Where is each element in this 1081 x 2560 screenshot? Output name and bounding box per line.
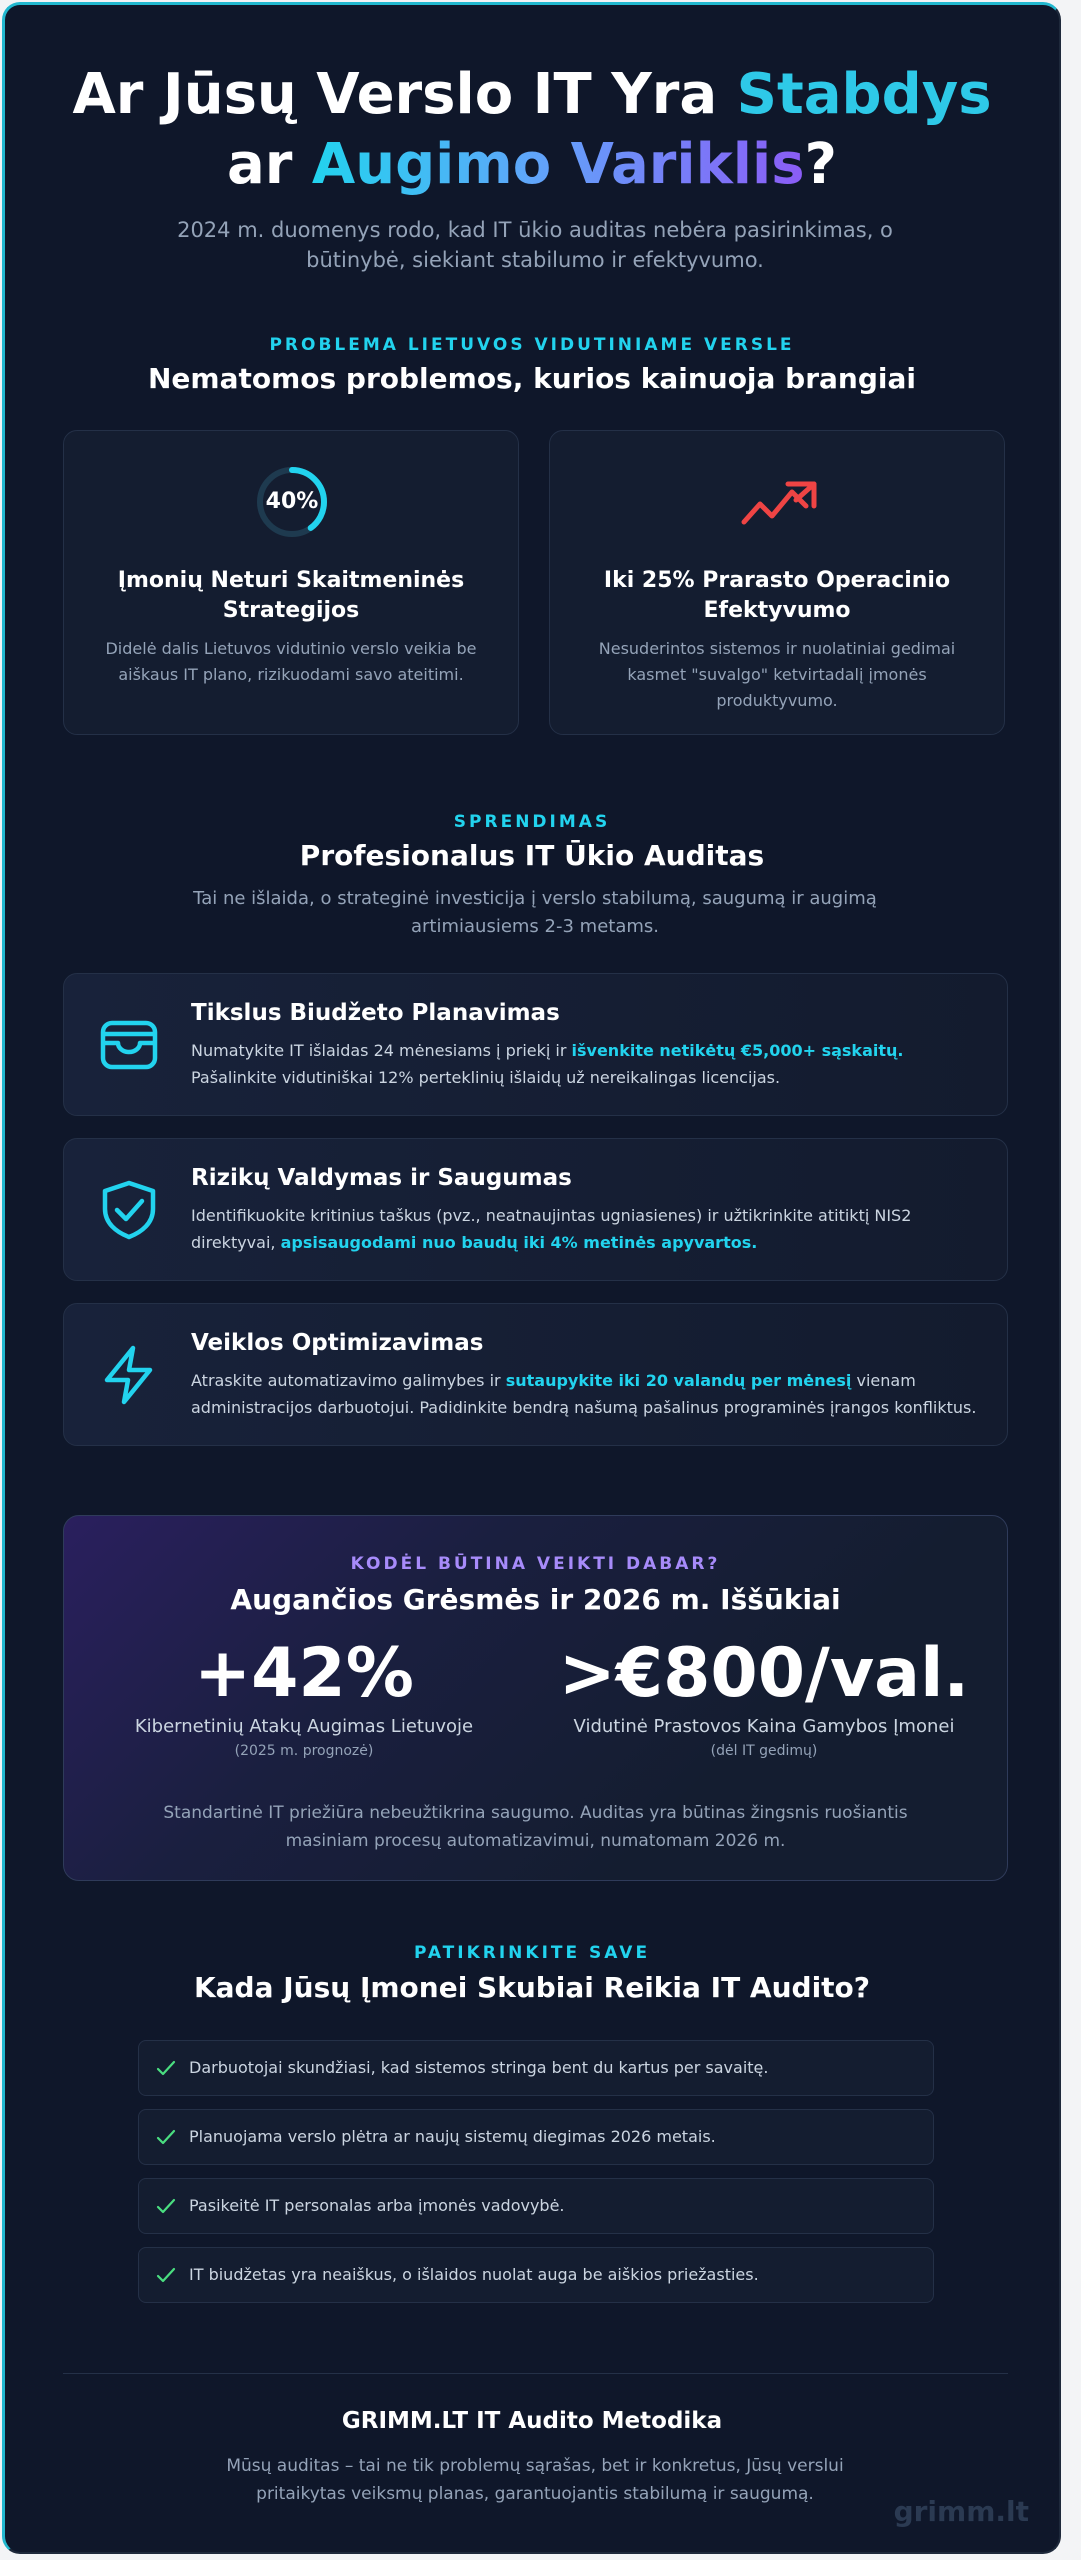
checklist-eyebrow: PATIKRINKITE SAVE [413,1943,651,1963]
solution-subtitle: Tai ne išlaida, o strateginė investicija į verslo stabilumą, saugumą ir augimą artimiausiems 2-3 metams. [193,888,877,937]
hero-title-part1: Ar Jūsų Verslo IT Yra [72,62,737,127]
stat-note-attacks: (2025 m. prognozė) [234,1743,374,1759]
problem-card-title: Įmonių Neturi Skaitmeninės Strategijos [117,568,465,623]
trend-arrow-icon [740,476,820,530]
checklist-item-text: Pasikeitė IT personalas arba įmonės vadovybė. [189,2196,565,2215]
stat-label-attacks: Kibernetinių Atakų Augimas Lietuvoje [134,1716,474,1737]
wallet-icon [98,1014,160,1076]
feature-highlight: išvenkite netikėtų €5,000+ sąskaitų. [571,1041,904,1060]
problem-card-description: Didelė dalis Lietuvos vidutinio verslo veikia be aiškaus IT plano, rizikuodami savo ateitimi. [105,639,477,684]
lightning-icon [98,1344,160,1406]
urgency-eyebrow: KODĖL BŪTINA VEIKTI DABAR? [350,1554,721,1574]
hero-subtitle: 2024 m. duomenys rodo, kad IT ūkio auditas nebėra pasirinkimas, o būtinybė, siekiant stabilumo ir efektyvumo. [177,218,893,272]
footer-title: GRIMM.LT IT Audito Metodika [341,2408,723,2434]
checklist-item-text: Planuojama verslo plėtra ar naujų sistemų diegimas 2026 metais. [189,2127,716,2146]
feature-description: Numatykite IT išlaidas 24 mėnesiams į priekį ir išvenkite netikėtų €5,000+ sąskaitų. Pašalinkite vidutiniškai 12% perteklinių išlaidų už nereikalingas licencijas. [191,1041,904,1087]
hero-title [5,60,1059,200]
checklist-item-text: Darbuotojai skundžiasi, kad sistemos stringa bent du kartus per savaitę. [189,2058,769,2077]
checklist-item [138,2040,934,2096]
feature-description: Identifikuokite kritinius taškus (pvz., neatnaujintas ugniasienes) ir užtikrinkite atitiktį NIS2 direktyvai, apsisaugodami nuo baudų iki 4% metinės apyvartos. [191,1206,912,1252]
feature-operations-optimization [63,1303,1008,1446]
checklist-item [138,2247,934,2303]
urgency-title: Augančios Grėsmės ir 2026 m. Iššūkiai [230,1583,841,1616]
stat-label-downtime: Vidutinė Prastovos Kaina Gamybos Įmonei [573,1716,955,1737]
stat-note-downtime: (dėl IT gedimų) [710,1743,818,1759]
solution-title: Profesionalus IT Ūkio Auditas [299,839,765,872]
problem-card-title: Iki 25% Prarasto Operacinio Efektyvumo [603,568,951,623]
feature-highlight: sutaupykite iki 20 valandų per mėnesį [505,1371,852,1390]
hero-title-highlight-stabdys: Stabdys [736,62,992,127]
feature-budget-planning [63,973,1008,1116]
checklist-item-text: IT biudžetas yra neaiškus, o išlaidos nuolat auga be aiškios priežasties. [189,2265,759,2284]
hero-title-end: ? [804,132,838,197]
problem-card-efficiency [549,430,1005,735]
stat-value-attacks: +42% [194,1634,414,1713]
feature-title: Veiklos Optimizavimas [191,1330,484,1356]
infographic-card [2,2,1061,2554]
problem-eyebrow: PROBLEMA LIETUVOS VIDUTINIAME VERSLE [269,335,795,355]
check-icon [155,2057,177,2079]
stat-value-downtime: >€800/val. [558,1634,970,1713]
check-icon [155,2264,177,2286]
solution-eyebrow: SPRENDIMAS [453,812,611,832]
brand-watermark: grimm.lt [893,2495,1029,2528]
problem-card-description: Nesuderintos sistemos ir nuolatiniai gedimai kasmet "suvalgo" ketvirtadalį įmonės produktyvumo. [598,639,956,710]
problem-title: Nematomos problemos, kurios kainuoja brangiai [147,362,916,395]
checklist-item [138,2178,934,2234]
feature-title: Tikslus Biudžeto Planavimas [191,1000,560,1026]
check-icon [155,2126,177,2148]
problem-card-strategy [63,430,519,735]
checklist-item [138,2109,934,2165]
hero-title-part2: ar [226,132,312,197]
ring-value: 40% [265,489,319,514]
urgency-panel [63,1515,1008,1881]
urgency-text: Standartinė IT priežiūra nebeužtikrina saugumo. Auditas yra būtinas žingsnis ruošiantis masiniam procesų automatizavimui, numatomam 2026 m. [163,1803,908,1851]
feature-description: Atraskite automatizavimo galimybes ir sutaupykite iki 20 valandų per mėnesį vienam administracijos darbuotojui. Padidinkite bendrą našumą pašalinus programinės įrangos konfliktus. [191,1371,977,1417]
hero-title-highlight-augimo-variklis: Augimo Variklis [311,132,805,197]
checklist-title: Kada Jūsų Įmonei Skubiai Reikia IT Audito? [193,1971,871,2004]
feature-risk-security [63,1138,1008,1281]
feature-title: Rizikų Valdymas ir Saugumas [191,1165,572,1191]
feature-highlight: apsisaugodami nuo baudų iki 4% metinės apyvartos. [280,1233,758,1252]
shield-check-icon [98,1179,160,1241]
footer-divider [63,2373,1008,2374]
check-icon [155,2195,177,2217]
footer-text: Mūsų auditas – tai ne tik problemų sąrašas, bet ir konkretus, Jūsų verslui pritaikytas veiksmų planas, garantuojantis stabilumą ir saugumą. [226,2456,844,2504]
